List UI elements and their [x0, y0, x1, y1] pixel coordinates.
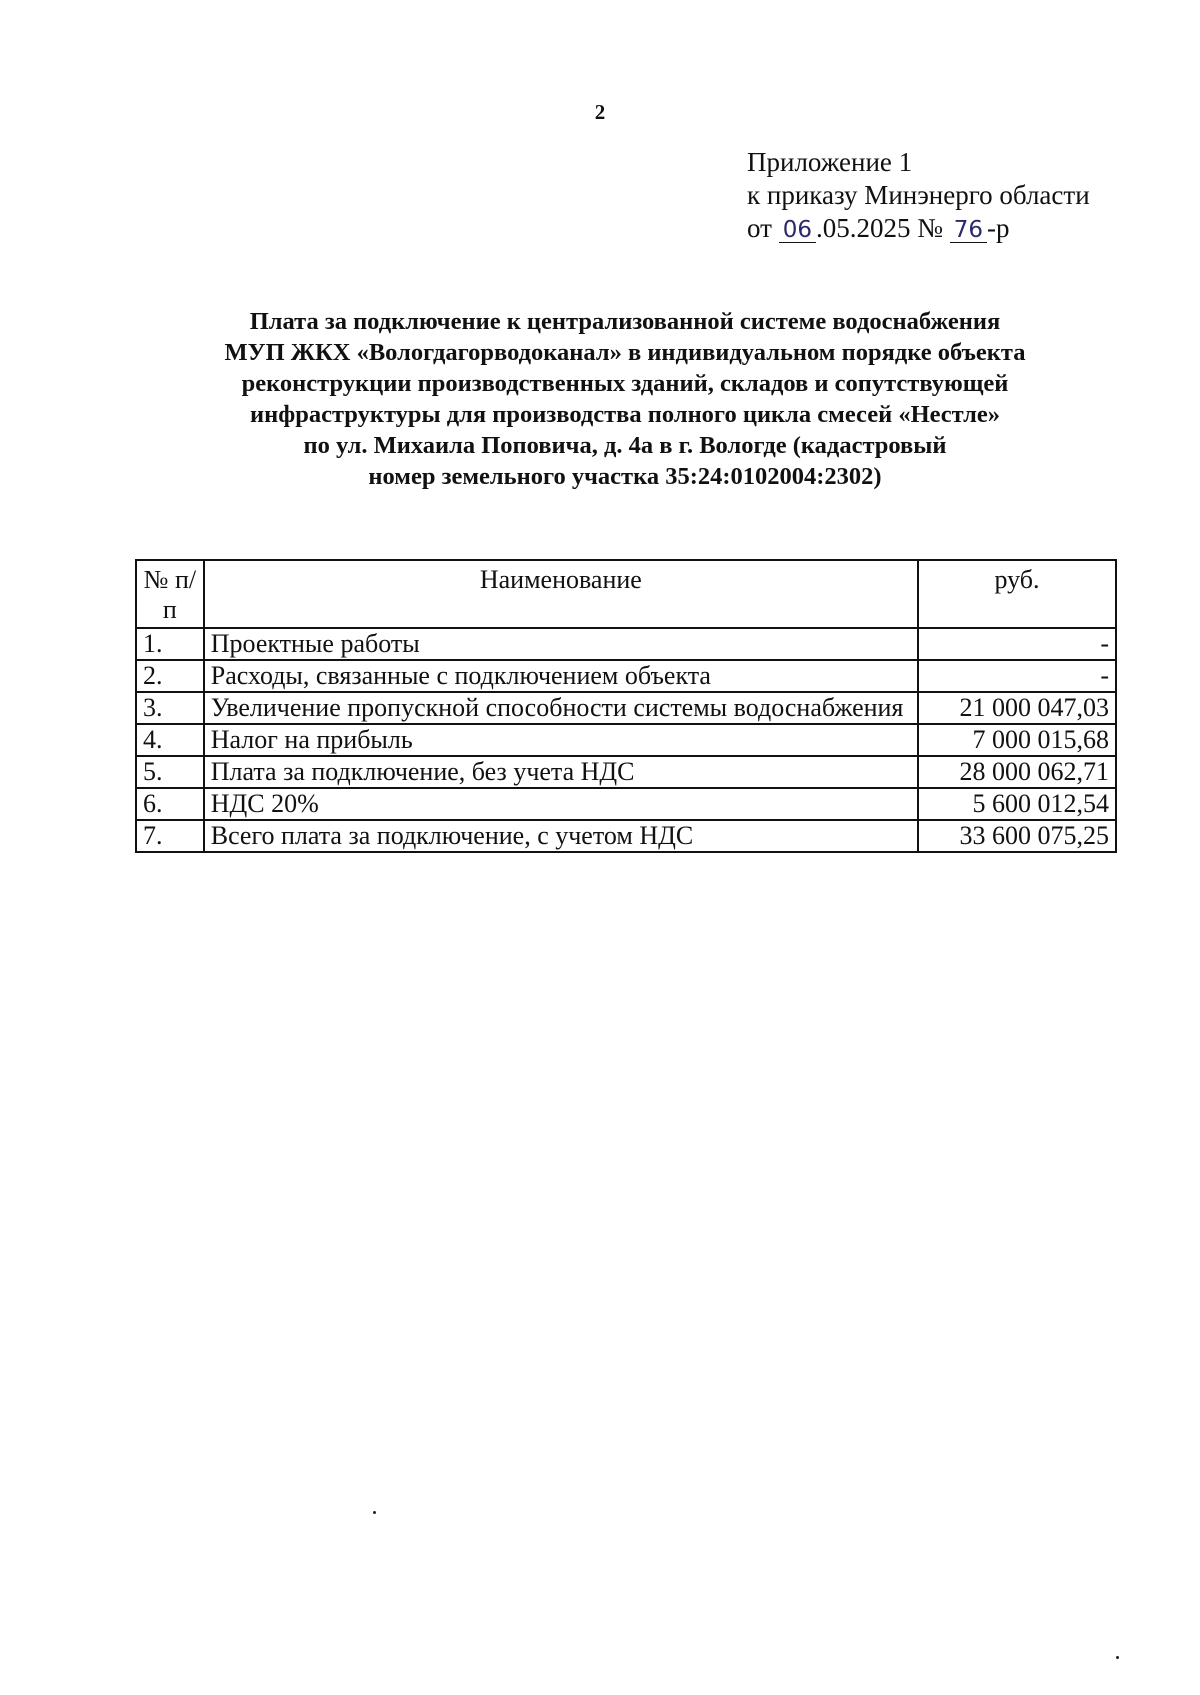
header-number: № п/п: [136, 560, 204, 628]
row-number: 6.: [136, 788, 204, 820]
title-line: инфраструктуры для производства полного цикла смесей «Нестле»: [250, 401, 1000, 428]
table-row: [136, 788, 1116, 820]
appendix-order-reference: к приказу Минэнерго области: [747, 180, 1090, 210]
table-row: [136, 724, 1116, 756]
row-amount: -: [918, 660, 1116, 692]
connection-fee-table: [135, 559, 1117, 853]
row-number: 2.: [136, 660, 204, 692]
row-name: Налог на прибыль: [204, 724, 918, 756]
row-name: Расходы, связанные с подключением объекта: [204, 660, 918, 692]
row-name: Плата за подключение, без учета НДС: [204, 756, 918, 788]
table-row: [136, 756, 1116, 788]
row-number: 5.: [136, 756, 204, 788]
header-rub: руб.: [918, 560, 1116, 628]
row-number: 1.: [136, 628, 204, 660]
document-title: [150, 306, 1100, 492]
row-name: Увеличение пропускной способности системы водоснабжения: [204, 692, 918, 724]
date-day-handwritten: 06: [779, 218, 816, 243]
title-line: реконструкции производственных зданий, складов и сопутствующей: [241, 370, 1009, 397]
row-name: НДС 20%: [204, 788, 918, 820]
table-row: [136, 660, 1116, 692]
row-number: 3.: [136, 692, 204, 724]
row-name: Всего плата за подключение, с учетом НДС: [204, 820, 918, 852]
table-row: [136, 692, 1116, 724]
appendix-title: Приложение 1: [747, 147, 913, 177]
row-amount: 5 600 012,54: [918, 788, 1116, 820]
scan-speck: [1116, 1656, 1119, 1659]
appendix-header: [747, 146, 1090, 245]
title-line: МУП ЖКХ «Вологдагорводоканал» в индивидуальном порядке объекта: [224, 339, 1026, 366]
row-amount: 33 600 075,25: [918, 820, 1116, 852]
order-number-handwritten: 76: [950, 218, 987, 243]
row-amount: 7 000 015,68: [918, 724, 1116, 756]
table-row: [136, 628, 1116, 660]
appendix-date-line: [747, 212, 1090, 245]
title-line: номер земельного участка 35:24:0102004:2302): [368, 463, 882, 490]
date-rest: .05.2025 №: [815, 213, 943, 243]
row-amount: 28 000 062,71: [918, 756, 1116, 788]
row-number: 4.: [136, 724, 204, 756]
title-line: по ул. Михаила Поповича, д. 4а в г. Вологде (кадастровый: [303, 432, 947, 459]
row-number: 7.: [136, 820, 204, 852]
date-prefix: от: [747, 213, 772, 243]
order-suffix: -р: [987, 213, 1010, 243]
scan-speck: [373, 1511, 376, 1514]
table-row: [136, 820, 1116, 852]
page-number: 2: [594, 100, 606, 124]
table-header-row: [136, 560, 1116, 628]
row-amount: -: [918, 628, 1116, 660]
row-amount: 21 000 047,03: [918, 692, 1116, 724]
header-name: Наименование: [204, 560, 918, 628]
title-line: Плата за подключение к централизованной системе водоснабжения: [249, 308, 1001, 335]
row-name: Проектные работы: [204, 628, 918, 660]
